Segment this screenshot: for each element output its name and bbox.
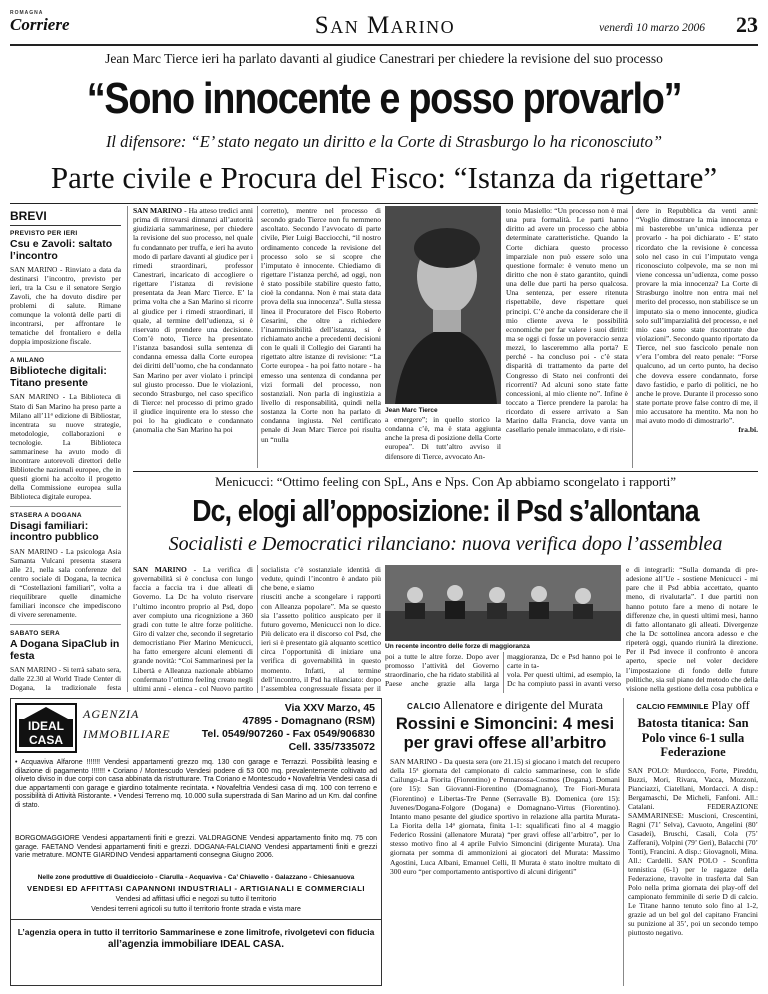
meeting-image [385, 565, 621, 641]
femminile-headline: Batosta titanica: San Polo vince 6-1 sulla Federazione [637, 716, 749, 759]
main-headline2: Parte civile e Procura del Fisco: “Istanza da rigettare” [50, 160, 718, 195]
brevi-item-tag: SABATO SERA [10, 630, 61, 638]
ad-zones: Nelle zone produttive di Gualdicciolo - Ciarulla - Acquaviva - Ca’ Chiavello - Galazzano - Chiesanuova [37, 874, 355, 881]
brevi-item-title: Biblioteche digitali: Titano presente [10, 365, 107, 389]
second-article-col-a [133, 565, 381, 693]
main-article-col-c [506, 206, 758, 468]
meeting-caption: Un recente incontro delle forze di maggioranza [385, 643, 530, 650]
photo-caption: Jean Marc Tierce [385, 407, 438, 414]
brevi-column [10, 206, 121, 692]
article-byline: fra.bi. [738, 425, 758, 435]
article-dateline: SAN MARINO [133, 206, 183, 215]
article-text: - Ha atteso tredici anni prima di ritrovarsi dinnanzi all’autorità giudiziaria sammarinese, per chiedere la revisione del suo processo, nel quale fu condannato per truffa, e ieri ha avuto modo di parlare davanti al giudice per i rimedi straordinari, professor Canestrari, incaricato di accogliere o rigettare l’istanza di revisione presentata da Jean Marc Tierce. E’ la prima volta che a San Marino si ricorre al giudice per i rimedi straordinari, il quale, al termine dell’udienza, si è riservato di prendere una decisione. Com’è noto, Tierce ha presentato l’istanza basandosi sulla sentenza di condanna emessa dalla Corte europea dei diritti dell’uomo, che ha condannato San Marino per aver violato i principi sul giusto processo. Due le violazioni, secondo Strasburgo, nel caso specifico di Tierce: nel processo di primo grado il giudice inquirente era lo stesso che poi lo ha giudicato e condannato (anomalia che San Marino ha poi [133, 206, 253, 435]
calcio-femminile-article [628, 698, 758, 986]
portrait-image [385, 206, 501, 404]
ad-listings-1: • Acquaviva Alfarone !!!!!!! Vendesi appartamenti grezzo mq. 130 con garage e Terrazzi. Possibilità leasing e dilazione di pagamento !!!!!!! • Coriano / Montescudo Vendesi podere di 53 000 mq. prevalentemente coltivato ad oliveto diviso in due corpi con casa abbinata da ristrutturare. Tra Coriano e Montescudo • Novafeltria Vendesi casa di due appartamenti con garage e giardino totalmente recintata. • Novafeltria Vendesi casa di mq. 100 con terreno e possibilità di Attività Ristorante. • Vendesi Terreno mq. 10.000 sulla superstrada di San Marino ad un Km. dal confine di stato. [15, 759, 377, 809]
ad-house-icon [24, 707, 68, 719]
section-title: San Marino [314, 12, 456, 39]
brevi-item-text: SAN MARINO - La psicologa Asia Samanta Vulcani presenta stasera alle 21, nella sala conferenze del centro sociale di Dogana, la tecnica di “Costellazioni familiari”, volta a riequilibrare quelle dinamiche familiari inconsce che impediscono di vivere serenamente. [10, 546, 121, 620]
masthead-logo-text: Corriere [10, 15, 70, 34]
brevi-item-title: Csu e Zavoli: saltato l’incontro [10, 238, 113, 262]
brevi-item-tag: A MILANO [10, 357, 45, 365]
article-text: e di integrarli: “Sulla domanda di pre-adesione all’Ue - sostiene Menicucci - mi pare che il Psd abbia accettato, quanto meno, di rivalutarla”. I due partiti non hanno potuto fare a meno di notare le differenze che, in questi ultimi mesi, hanno di fatto allontanato gli alleati. Divergenze che la Dc sottolinea ancora adesso e che ripeterà oggi, quando riunirà la direzione. Per il Psd invece il confronto è ancora aperto, specie nel voler decidere l’impostazione di fondo delle future politiche, sia sul piano del metodo che della visione nella gestione della cosa pubblica e [626, 565, 758, 693]
masthead-logo [10, 10, 80, 36]
ad-phone: Tel. 0549/907260 - Fax 0549/906830 [201, 728, 375, 740]
main-headline: “Sono innocente e posso provarlo” [86, 74, 682, 123]
bottom-divider [623, 698, 624, 986]
meeting-photo [385, 565, 621, 641]
second-article-col-c [626, 565, 758, 693]
article-text: tonio Masiello: “Un processo non è mai una pura formalità. Le parti hanno diritto ad avere un processo che abbia determinate caratteristiche. Quando la Corte dichiara questo processo imparziale non può essere solo una questione formale: è venuto meno un diritto che non è stato garantito, quindi una delle due parti ha perso qualcosa. Una sentenza, per essere ritenuta rispettabile, deve rispettare quei principi. C’è anche da considerare che il mio cliente aveva le possibilità economiche per far valere i suoi diritti: ma se oggi ci fosse un poveraccio senza mezzi, lo lasceremmo alla porta? E perché - ha concluso poi - c’è stata disparità di trattamento da parte del Congresso di Stato nei confronti dei ricorrenti? Ad alcuni sono state fatte concessioni, al mio cliente no”. Infine è toccato a Tierce prendere la parola: ha ricordato di essere arrivato a San Marino dalla Francia, dove vanta un casellario penale immacolato, e di risie- [506, 206, 628, 435]
brevi-item-tag: STASERA A DOGANA [10, 511, 82, 519]
main-article-col-a [133, 206, 381, 468]
article-text: riusciti anche a scongelare i rapporti con Alleanza popolare”. Ma se questo sia l’assetto politico auspicato per il futuro governo, Menicucci non lo dice. Più delicato era il discorso col Psd, che ieri si è presentato già alquanto scettico circa l’opportunità di iniziare una verifica di governabilità in questo momento. Infatti, al termine dell’incontro, il Psd ha rilanciato: dopo l’assemblea congressuale fissata per il [261, 592, 381, 693]
femminile-tag: CALCIO FEMMINILE [636, 702, 709, 711]
brevi-item [10, 351, 121, 500]
masthead-logo-sub: ROMAGNA [10, 10, 44, 16]
ad-offices: Vendesi ad affittasi uffici e negozi su tutto il territorio [115, 896, 277, 903]
ad-footer-line1: L’agenzia opera in tutto il territorio Sammarinese e zone limitrofe, rivolgetevi con fiducia [17, 927, 375, 937]
article-text: vola. Per questi ultimi, ad esempio, la Dc ha compiuto passi in avanti verso [507, 670, 621, 689]
sidebar-divider [127, 206, 128, 692]
brevi-item-text: SAN MARINO - Si terrà sabato sera, dalle 22.30 al World Trade Center di Dogana, la tradizionale festa [10, 665, 121, 692]
article-text: - La verifica di governabilità si è conclusa con lungo faccia a faccia tra i due alleati di Governo. La Dc ha voluto riservare l’ultimo incontro proprio al Psd, dopo aver compiuto una ricognizione a 360 gradi con tutte le altre forze politiche. Giro di valzer che, secondo il segretario democristiano Pier Marino Menicucci, ha fatto emergere alcuni elementi di grande novità: “Coi Sammarinesi per la Libertà e Alleanza nazionale abbiamo confermato l’ottimo feeling creato negli ultimi anni - elenca - col Nuovo partito socialista c’è sostanziale identità di vedute, quindi l’incontro è andato più che bene, e siamo [133, 565, 381, 693]
calcio-article [390, 698, 620, 986]
article-text: dere in Repubblica da venti anni: “Voglio dimostrare la mia innocenza e mi basterebbe un’unica udienza per provarlo - ha poi dichiarato - E’ stato ricordato che la revisione è concessa solo nel caso in cui l’imputato venga riconosciuto colpevole, ma se non mi viene concessa un’udienza, come posso provare la mia innocenza? La Corte di Strasburgo inoltre non entra mai nel merito del processo, non stabilisce se un imputato sia o meno innocente, giudica solo sull’imparzialità del processo, e nel mio caso sono state riscontrate due violazioni”. Secondo quanto riportato da Tierce, nel suo fascicolo penale non v’era l’ombra del reato penale: “Forse qualcuno, ad un certo punto, ha deciso che doveva essere condannato, forse davo fastidio, e parlo di politici, ne ho anche le prove. Durante il processo sono state portate prove false contro di me, il mio accusatore ha mentito. Ma non ho mai avuto modo di dimostrarlo”. [636, 206, 758, 426]
femminile-kicker: Play off [711, 698, 750, 712]
ad-cell: Cell. 335/7335072 [288, 741, 375, 753]
ad-logo-text: IDEAL CASA [19, 719, 73, 747]
ad-logo-sub1: AGENZIA [83, 707, 140, 721]
brevi-item-tag: PREVISTO PER IERI [10, 230, 78, 237]
page-number: 23 [736, 12, 758, 37]
brevi-item [10, 506, 121, 619]
ad-address: Via XXV Marzo, 45 [284, 702, 375, 714]
brevi-item [10, 230, 121, 346]
brevi-item-title: Disagi familiari: incontro pubblico [10, 519, 99, 544]
brevi-item [10, 624, 121, 692]
page-date: venerdì 10 marzo 2006 [599, 22, 705, 34]
main-article-col-b: a emergere”; in quello storico la condanna c’è, ma è stata aggiunta anche la presa di posizione della Corte europea”. Di tutt’altro avviso il difensore di Tierce, avvocato An- [385, 415, 501, 461]
ad-footer [11, 919, 381, 986]
calcio-tag: CALCIO [407, 702, 441, 711]
brevi-title: BREVI [10, 206, 121, 226]
second-subhead: Socialisti e Democratici rilanciano: nuova verifica dopo l’assemblea [168, 533, 723, 555]
ad-listings-2: BORGOMAGGIORE Vendesi appartamenti finiti e grezzi. VALDRAGONE Vendesi appartamento finito mq. 75 con garage. FAETANO Vendesi appartamenti finiti e grezzi. DOGANA-FALCIANO Vendesi appartamenti finiti e grezzi varie metrature. MONTE GIARDINO Vendesi appartamenti consegna Giugno 2006. [15, 835, 377, 859]
calcio-headline: Rossini e Simoncini: 4 mesi per gravi offese all’arbitro [395, 715, 615, 752]
article-text: poi a tutte le altre forze. Dopo aver promosso l’attività del Governo straordinario, che ha ridato stabilità al Paese anche grazie alla larga maggioranza, Dc e Psd hanno poi le carte in ta- [385, 652, 621, 689]
calcio-kicker-line [390, 698, 620, 713]
ad-industrial: VENDESI ED AFFITTASI CAPANNONI INDUSTRIALI - ARTIGIANALI E COMMERCIALI [27, 884, 365, 893]
calcio-kicker: Allenatore e dirigente del Murata [443, 698, 603, 712]
tierce-photo [385, 206, 501, 404]
second-kicker: Menicucci: “Ottimo feeling con SpL, Ans e Nps. Con Ap abbiamo scongelato i rapporti” [214, 474, 677, 489]
calcio-text: SAN MARINO - Da questa sera (ore 21.15) si giocano i match del recupero della 15ª giornata del campionato di calcio sammarinese, con le sfide Cailungo-La Fiorita (Fiorentino) e Pennarossa-Cosmos (Dogana). Domani (ore 15): San Giovanni-Fiorentino (Domagnano), Tre Fiori-Murata (Fiorentino) e Libertas-Tre Penne (Serravalle B). Domenica (ore 15): Juvenes/Dogana-Folgore (Dogana) e Domagnano-Virtus (Fiorentino). Intanto mano pesante del giudice sportivo in relazione alla partita Murata-La Fiorita della 14ª giornata, finita 1-1: squalificati fino al 4 maggio Federico Rossini (allenatore Murata) “per gravi offese all’arbitro”, per lo stesso motivo fino al 4 aprile Fulvio Simoncini (dirigente Murata). Una giornata per somma di ammonizioni ai giocatori del Murata: Massimo Agostini, Luca Albani, Emanuel Celli, Il Murata è stato inoltre multato di 300 euro “per comportamento antisportivo di alcuni dirigenti” [390, 757, 620, 876]
brevi-item-text: SAN MARINO - Rinviato a data da destinarsi l’incontro, previsto per ieri, tra la Csu e il senatore Sergio Zavoli, che ha dovuto disdire per problemi di salute. Rimane comunque la volontà delle parti di incontrarsi, per affrontare le tematiche del frontaliero e della doppia imposizione fiscale. [10, 265, 121, 347]
ad-city: 47895 - Domagnano (RSM) [242, 715, 375, 727]
brevi-item-title: A Dogana SipaClub in festa [10, 638, 120, 662]
main-subhead: Il difensore: “E’ stato negato un diritto e la Corte di Strasburgo lo ha riconosciuto” [105, 132, 663, 151]
article-text: corretto), mentre nel processo di secondo grado Tierce non fu nemmeno ascoltato. Secondo l’avvocato di parte civile, Pier Luigi Bacciocchi, “il nostro ordinamento concede la revisione del processo solo se si scopre che l’imputato è innocente. Chiediamo di rigettare l’istanza perché, ad oggi, non è stato possibile stabilire questo fatto, cioè la condanna. Non è mai stata data prova della sua innocenza”. Sulla stessa linea il Procuratore del Fisco Roberto Cesarini, che oltre a richiedere l’inammissibilità dell’istanza, si è richiamato anche a precedenti decisioni con le quali il Collegio dei Garanti ha rigettato altre istanze di revisione: “La Corte europea - ha poi fatto notare - ha emesso una sentenza di condanna per vizi formali del processo, non sostanziali. Non parla di ingiustizia a livello di responsabilità, quindi nella sostanza la Corte non ha parlato di condanna ingiusta. Nel certificato penale di Jean Marc Tierce poi risulta un “nulla [261, 206, 381, 444]
masthead-rule [10, 44, 758, 46]
ad-contact [170, 702, 375, 754]
ideal-casa-ad [10, 698, 382, 986]
headline-rule [10, 203, 758, 204]
article-dateline: SAN MARINO [133, 565, 187, 574]
second-article-col-b [385, 652, 621, 693]
brevi-item-text: SAN MARINO - La Biblioteca di Stato di San Marino ha preso parte a Milano all’11ª edizione di Bibliostar, incentrata su nuove strategie, metodologie, collaborazioni e tecnologie. La Biblioteca sammarinese ha avuto modo di incontrare autorevoli direttori delle Biblioteche nazionali europee, che in questi giorni ha accolto il progetto della Commissione europea sulla Biblioteca digitale europea. [10, 392, 121, 501]
ad-footer-line2: all’agenzia immobiliare IDEAL CASA. [108, 939, 284, 950]
femminile-text: SAN POLO: Murdocco, Forte, Pireddu, Buzzi, Mori, Rivara, Vacca, Mozzoni, Pianciazzi, Ciatellani, Mordacci. A disp.: Bergamaschi, De Micheli, Fanfoni. All.: Catalani. FEDERAZIONE SAMMARINESE: Muscioni, Crescentini, Ragni (71’ Selva), Cavuoto, Angelini (80’ Casadei), Bruschi, Casali, Cola (75’ Zafferani), Volpini (79’ Geri), Balacchi (70’ Tonti), Francini. A disp.: Giovagnoli, Mina. All.: Cardelli. SAN POLO - Sconfitta tennistica (6-1) per le ragazze della Federazione, travolte in trasferta dal San Polo nella prima giornata dei play-off del campionato femminile di serie D di calcio. Le Titane hanno tenuto solo fino al 1-2, grazie ad un bel gol del capitano Francini su punizione al 35’, poi un secondo tempo piuttosto negativo. [628, 765, 758, 938]
ad-land: Vendesi terreni agricoli su tutto il territorio fronte strada e vista mare [91, 906, 301, 913]
ad-logo-sub2: IMMOBILIARE [83, 727, 171, 741]
ad-logo-box [15, 703, 77, 753]
main-kicker: Jean Marc Tierce ieri ha parlato davanti al giudice Canestrari per chiedere la revisione del suo processo [105, 51, 663, 66]
femminile-kicker-line [628, 698, 758, 714]
second-rule [133, 471, 758, 472]
second-headline: Dc, elogi all’opposizione: il Psd s’allontana [192, 493, 699, 528]
